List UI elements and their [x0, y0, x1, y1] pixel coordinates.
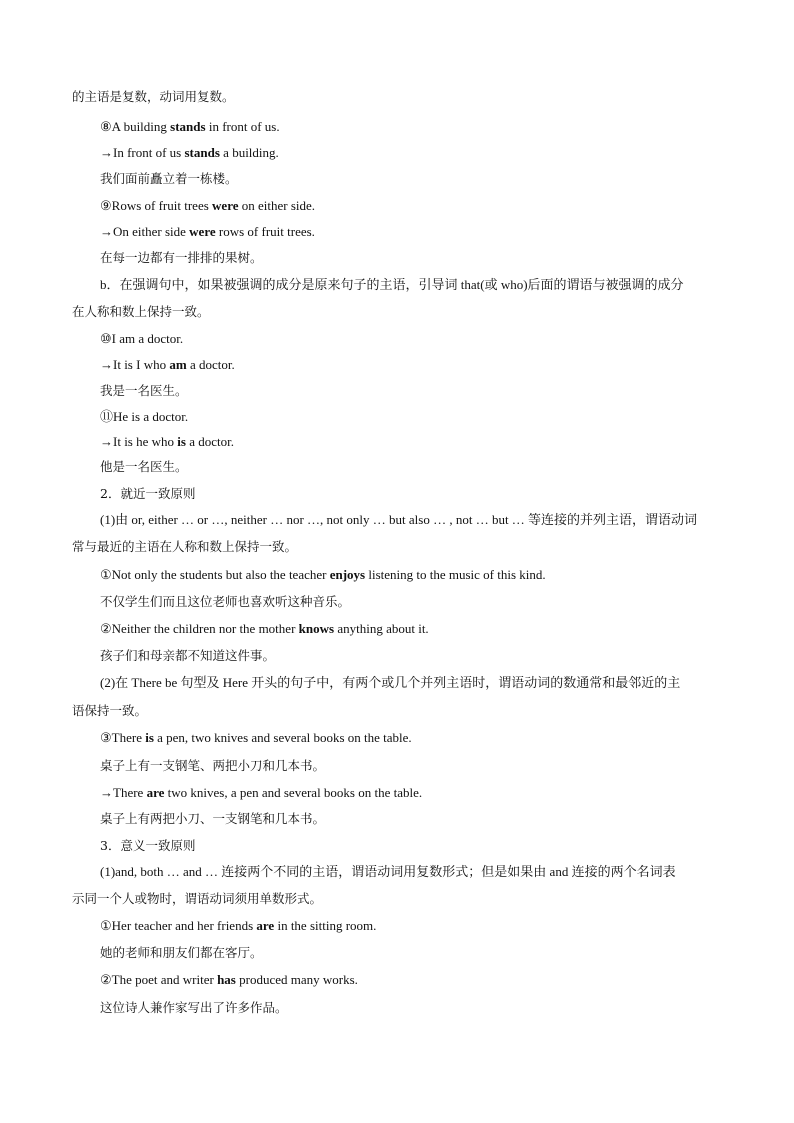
bold-verb: is	[145, 730, 154, 745]
text-segment: ⑧A building	[100, 119, 171, 134]
text-line	[100, 1000, 288, 1016]
text-segment: 桌子上有一支钢笔、两把小刀和几本书。	[100, 758, 326, 773]
text-segment: (2)在 There be 句型及 Here 开头的句子中，有两个或几个并列主语时，谓语动词的数通常和最邻近的主	[100, 675, 681, 690]
text-segment: (1)由 or, either … or …, neither … nor …, not only … but also … , not … but … 等连接的并列主语，谓语动词	[100, 512, 698, 527]
bold-verb: were	[212, 198, 239, 213]
bold-verb: am	[169, 357, 187, 372]
bold-verb: were	[189, 224, 216, 239]
text-line	[100, 918, 376, 934]
text-line	[72, 703, 147, 719]
text-segment: ⑪He is a doctor.	[100, 409, 189, 424]
text-line	[100, 675, 680, 691]
text-segment: ⑨Rows of fruit trees	[100, 198, 213, 213]
text-line	[100, 972, 358, 988]
text-segment: →There	[100, 785, 147, 800]
text-segment: ②Neither the children nor the mother	[100, 621, 299, 636]
text-segment: 常与最近的主语在人称和数上保持一致。	[72, 539, 298, 554]
text-line	[100, 459, 188, 475]
text-segment: ③There	[100, 730, 146, 745]
text-segment: ①Her teacher and her friends	[100, 918, 257, 933]
bold-verb: are	[146, 785, 165, 800]
text-line	[100, 171, 238, 187]
text-line	[100, 486, 195, 502]
text-segment: 不仅学生们而且这位老师也喜欢听这种音乐。	[100, 594, 351, 609]
text-line	[100, 119, 280, 135]
text-segment: produced many works.	[235, 972, 358, 987]
text-segment: 他是一名医生。	[100, 459, 188, 474]
text-segment: on either side.	[238, 198, 316, 213]
text-line	[100, 945, 263, 961]
text-segment: two knives, a pen and several books on the table.	[164, 785, 423, 800]
text-line	[100, 758, 325, 774]
text-segment: 在每一边都有一排排的果树。	[100, 250, 263, 265]
text-segment: a pen, two knives and several books on the table.	[153, 730, 412, 745]
text-line	[100, 512, 697, 528]
text-segment: 的主语是复数，动词用复数。	[72, 89, 235, 104]
text-segment: 语保持一致。	[72, 703, 148, 718]
text-line	[100, 250, 263, 266]
text-segment: in front of us.	[205, 119, 280, 134]
text-line	[100, 594, 350, 610]
text-line	[100, 621, 429, 637]
text-segment: ②The poet and writer	[100, 972, 218, 987]
text-segment: in the sitting room.	[274, 918, 377, 933]
text-segment: a doctor.	[185, 434, 234, 449]
text-line	[100, 811, 325, 827]
text-segment: 示同一个人或物时，谓语动词须用单数形式。	[72, 891, 323, 906]
text-line	[72, 539, 297, 555]
bold-verb: knows	[298, 621, 335, 636]
text-segment: b．在强调句中，如果被强调的成分是原来句子的主语，引导词 that(或 who)后面的谓语与被强调的成分	[100, 277, 684, 292]
text-segment: 2．就近一致原则	[100, 486, 196, 501]
text-line	[100, 838, 195, 854]
bold-verb: has	[217, 972, 236, 987]
text-segment: ⑩I am a doctor.	[100, 331, 184, 346]
text-segment: →It is I who	[100, 357, 170, 372]
text-line	[100, 567, 546, 583]
bold-verb: are	[256, 918, 275, 933]
text-segment: 我们面前矗立着一栋楼。	[100, 171, 238, 186]
text-line	[100, 145, 279, 161]
bold-verb: is	[177, 434, 186, 449]
text-line	[100, 785, 422, 801]
text-line	[72, 89, 235, 105]
text-segment: anything about it.	[334, 621, 429, 636]
text-segment: 3．意义一致原则	[100, 838, 196, 853]
text-segment: →In front of us	[100, 145, 185, 160]
text-segment: →It is he who	[100, 434, 178, 449]
text-line	[100, 331, 183, 347]
text-line	[100, 648, 275, 664]
text-line	[72, 304, 210, 320]
text-segment: ①Not only the students but also the teacher	[100, 567, 330, 582]
text-line	[100, 277, 684, 293]
text-segment: a doctor.	[186, 357, 235, 372]
text-segment: 她的老师和朋友们都在客厅。	[100, 945, 263, 960]
text-segment: 在人称和数上保持一致。	[72, 304, 210, 319]
text-segment: 孩子们和母亲都不知道这件事。	[100, 648, 276, 663]
text-line	[100, 730, 412, 746]
text-line	[100, 357, 235, 373]
text-line	[100, 198, 315, 214]
text-segment: a building.	[219, 145, 279, 160]
text-segment: 这位诗人兼作家写出了许多作品。	[100, 1000, 288, 1015]
text-segment: →On either side	[100, 224, 190, 239]
text-segment: 桌子上有两把小刀、一支钢笔和几本书。	[100, 811, 326, 826]
bold-verb: stands	[170, 119, 206, 134]
text-line	[100, 224, 315, 240]
text-line	[100, 409, 188, 425]
text-line	[100, 434, 234, 450]
text-segment: listening to the music of this kind.	[365, 567, 546, 582]
text-segment: 我是一名医生。	[100, 383, 188, 398]
text-segment: (1)and, both … and … 连接两个不同的主语，谓语动词用复数形式；但是如果由 and 连接的两个名词表	[100, 864, 676, 879]
text-line	[72, 891, 322, 907]
bold-verb: stands	[184, 145, 220, 160]
text-line	[100, 864, 676, 880]
bold-verb: enjoys	[329, 567, 366, 582]
text-line	[100, 383, 188, 399]
text-segment: rows of fruit trees.	[215, 224, 315, 239]
